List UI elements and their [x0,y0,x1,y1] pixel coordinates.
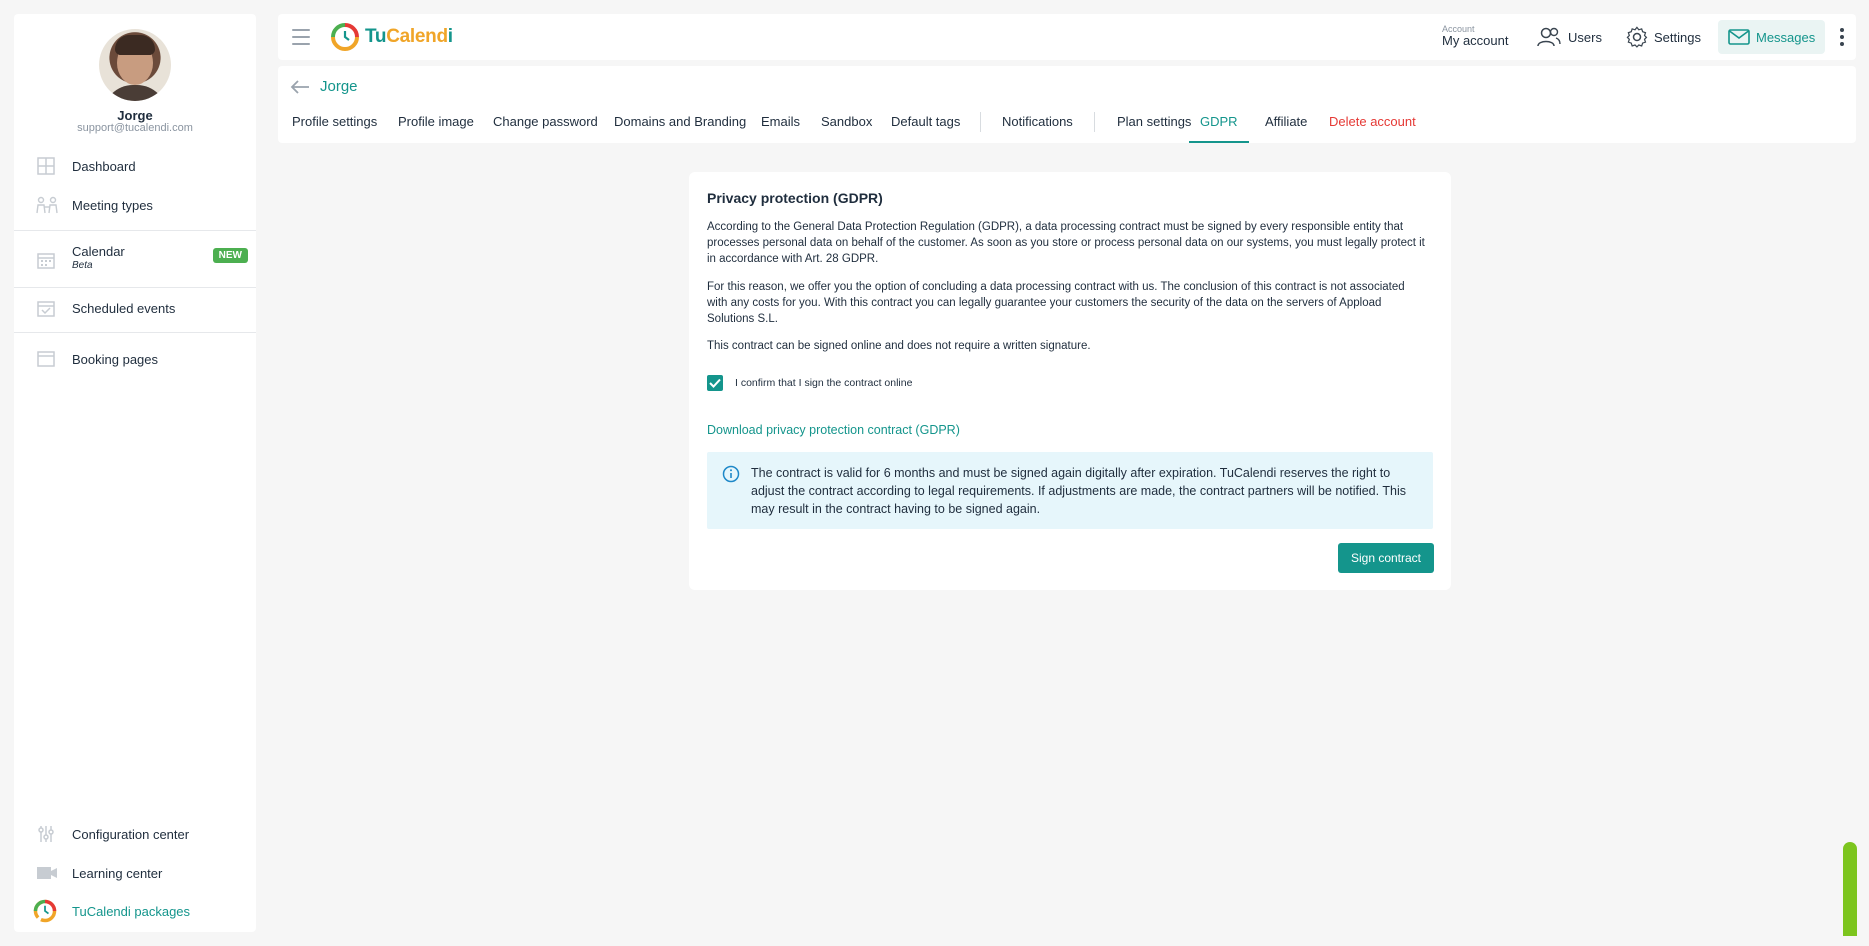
gdpr-paragraph-2: For this reason, we offer you the option of concluding a data processing contract with us. The conclusion of this contract is not associated with any costs for you. With this contract you can legally guarantee your customers the security of the data on the servers of Appload Solutions S.L. [707,281,1405,325]
card-title: Privacy protection (GDPR) [707,190,883,206]
divider [14,332,256,333]
settings-link[interactable] [1626,26,1701,48]
calendar-icon [36,250,56,270]
info-alert [707,452,1433,529]
tab-plan-settings[interactable]: Plan settings [1117,114,1192,129]
gdpr-paragraph-3: This contract can be signed online and does not require a written signature. [707,340,1091,352]
gdpr-card [689,172,1451,590]
sidebar-item-tucalendi-packages[interactable] [14,893,256,929]
sidebar-item-scheduled-events[interactable] [14,290,256,326]
account-label: My account [1442,33,1509,48]
topbar [278,14,1856,60]
sliders-icon [36,824,56,844]
confirm-sign-checkbox[interactable] [707,375,723,391]
sidebar [14,14,256,932]
new-badge: NEW [213,248,248,263]
account-small-label: Account [1442,24,1475,34]
envelope-icon [1728,29,1750,45]
more-options-icon[interactable] [1840,28,1846,46]
page-title: Jorge [320,78,358,95]
sidebar-item-calendar[interactable] [14,236,256,282]
user-email: support@tucalendi.com [77,122,193,134]
sidebar-item-dashboard[interactable] [14,148,256,184]
sidebar-item-meeting-types[interactable] [14,187,256,223]
gdpr-paragraph-1: According to the General Data Protection Regulation (GDPR), a data processing contract must be signed by every responsible entity that processes personal data on behalf of the customer. As soon as you store or process personal data on our systems, you must legally protect it in accordance with Art. 28 GDPR. [707,221,1425,265]
subheader [278,66,1856,143]
sidebar-item-booking-pages[interactable] [14,341,256,377]
user-name: Jorge [117,108,153,123]
checkbox-label[interactable]: I confirm that I sign the contract online [735,377,913,389]
users-icon [1536,26,1562,48]
tab-gdpr[interactable]: GDPR [1189,114,1249,143]
sidebar-item-label: Booking pages [72,351,159,367]
tab-profile-settings[interactable]: Profile settings [292,114,378,129]
beta-label: Beta [72,260,93,271]
tab-emails[interactable]: Emails [761,114,801,129]
tucalendi-logo-icon [32,898,58,924]
tab-sandbox[interactable]: Sandbox [821,114,873,129]
tab-divider [1094,112,1095,132]
settings-label: Settings [1654,29,1701,45]
dashboard-icon [36,156,56,176]
confirm-sign-online-row [707,375,912,391]
sidebar-item-learning-center[interactable] [14,855,256,891]
check-icon [709,378,721,388]
sidebar-item-label: Dashboard [72,158,136,174]
messages-button[interactable] [1718,20,1825,54]
meeting-types-icon [36,195,56,215]
arrow-left-icon [290,79,310,95]
users-link[interactable] [1536,26,1602,48]
sidebar-item-label: Configuration center [72,826,190,842]
download-contract-link[interactable]: Download privacy protection contract (GDPR) [707,423,960,437]
sidebar-item-label: Meeting types [72,197,153,213]
sidebar-item-label: TuCalendi packages [72,903,191,919]
booking-pages-icon [36,349,56,369]
logo[interactable] [330,22,453,52]
sidebar-item-configuration-center[interactable] [14,816,256,852]
hamburger-menu-icon[interactable] [292,29,310,45]
tab-notifications[interactable]: Notifications [1002,114,1073,129]
avatar[interactable] [99,29,171,101]
tab-default-tags[interactable]: Default tags [891,114,961,129]
tab-domains-branding[interactable]: Domains and Branding [614,114,747,129]
logo-text: TuCalendi [365,26,453,47]
messages-label: Messages [1756,29,1816,45]
tab-change-password[interactable]: Change password [493,114,598,129]
sidebar-item-label: Learning center [72,865,163,881]
sidebar-item-label: Calendar [72,244,125,259]
tab-profile-image[interactable]: Profile image [398,114,474,129]
divider [14,230,256,231]
feedback-tab[interactable] [1843,842,1857,936]
account-menu[interactable] [1442,24,1508,48]
tab-affiliate[interactable]: Affiliate [1265,114,1308,129]
gear-icon [1626,26,1648,48]
divider [14,287,256,288]
users-label: Users [1568,29,1602,45]
scheduled-events-icon [36,298,56,318]
tucalendi-logo-icon [330,22,360,52]
sign-contract-button[interactable]: Sign contract [1338,543,1434,573]
tab-delete-account[interactable]: Delete account [1329,114,1416,129]
back-button[interactable] [290,78,358,95]
sidebar-item-label: Scheduled events [72,300,176,316]
video-icon [36,863,56,883]
info-text: The contract is valid for 6 months and must be signed again digitally after expiration. TuCalendi reserves the right to adjust the contract according to legal requirements. If adjustments are made, the contract partners will be notified. This may result in the contract having to be signed again. [751,466,1406,516]
tab-divider [980,112,981,132]
info-icon [722,465,740,483]
